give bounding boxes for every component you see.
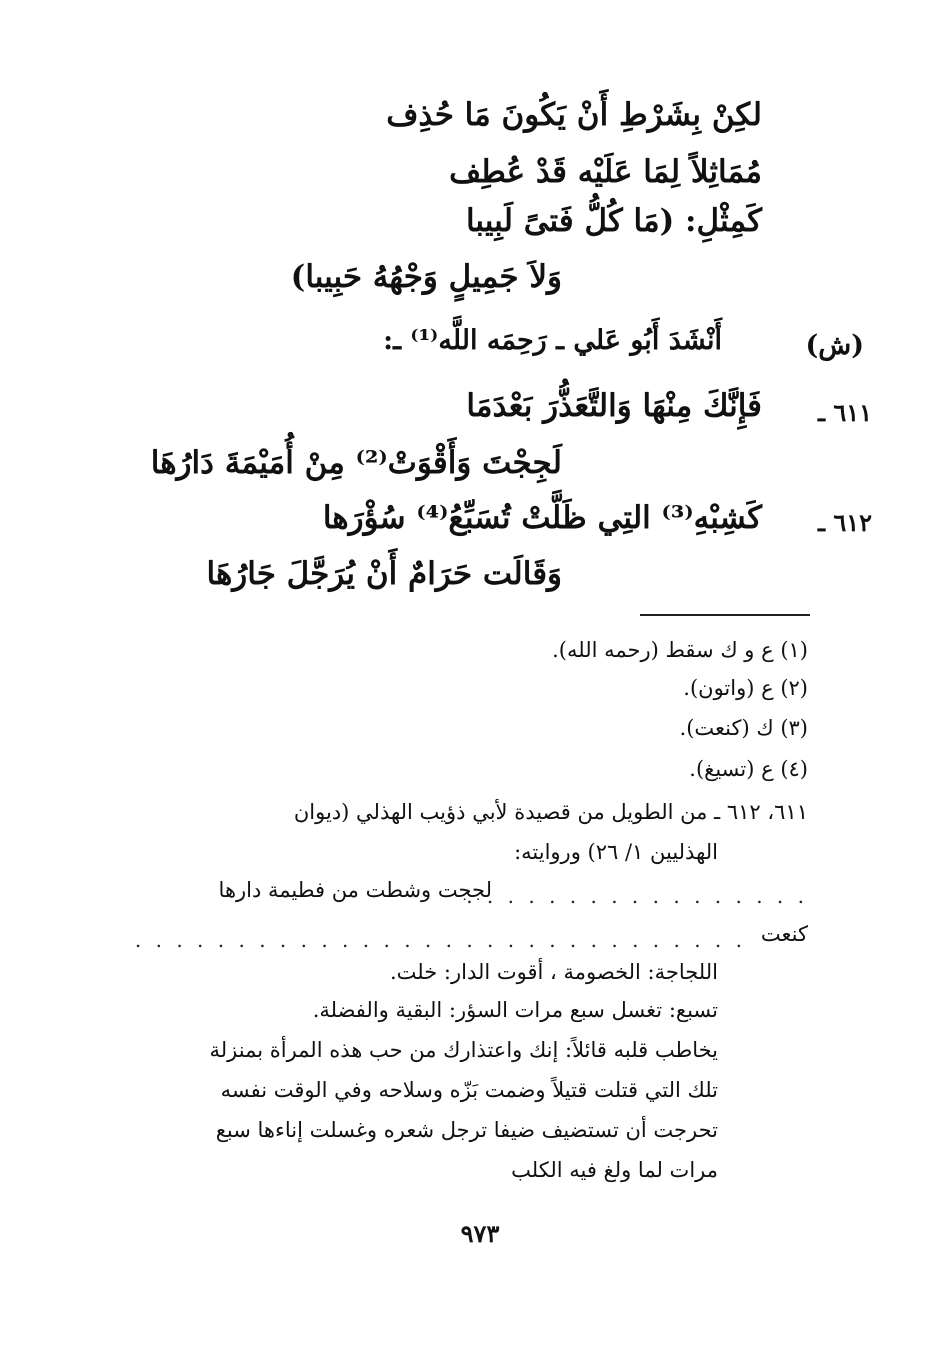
ellipsis-dots-1: . . . . . . . . . . . . . . . . . bbox=[466, 884, 808, 908]
poem-number-612: ٦١٢ ـ bbox=[817, 508, 872, 537]
poem-611-hemistich-2: لَجِجْتَ وَأَقْوَتْ⁽²⁾ مِنْ أُمَيْمَةَ دَارُهَا bbox=[150, 445, 562, 481]
footnote-2: (٢) ع (واتون). bbox=[683, 676, 808, 700]
explanation-line-1: يخاطب قلبه قائلاً: إنك واعتذارك من حب هذه المرأة بمنزلة bbox=[209, 1038, 718, 1062]
poem-611-hemistich-1: فَإِنَّكَ مِنْهَا وَالتَّعَذُّرَ بَعْدَمَا bbox=[466, 388, 762, 424]
riwaya-line-2: كنعت bbox=[760, 922, 808, 946]
verse-line-4: وَلاَ جَمِيلٍ وَجْهُهُ حَبِيبا) bbox=[290, 259, 562, 295]
sharh-marker: (ش) bbox=[805, 330, 864, 361]
sharh-intro: أَنْشَدَ أَبُو عَلي ـ رَحِمَه اللَّه⁽¹⁾ ـ: bbox=[383, 325, 722, 356]
poem-612-hemistich-2: وَقَالَت حَرَامٌ أَنْ يُرَجَّلَ جَارُهَا bbox=[206, 556, 562, 592]
commentary-source-line-1: ٦١١، ٦١٢ ـ من الطويل من قصيدة لأبي ذؤيب الهذلي (ديوان bbox=[293, 800, 808, 824]
verse-line-1: لكِنْ بِشَرْطِ أَنْ يَكُونَ مَا حُذِف bbox=[386, 97, 762, 133]
commentary-source-line-2: الهذليين ١/ ٢٦) وروايته: bbox=[514, 840, 718, 864]
riwaya-line-1: لججت وشطت من فطيمة دارها bbox=[218, 878, 492, 902]
explanation-line-2: تلك التي قتلت قتيلاً وضمت بَزّه وسلاحه وفي الوقت نفسه bbox=[220, 1078, 718, 1102]
footnote-4: (٤) ع (تسيغ). bbox=[689, 757, 808, 781]
poem-number-611: ٦١١ ـ bbox=[817, 398, 872, 427]
poem-612-hemistich-1: كَشِبْهِ⁽³⁾ التِي ظَلَّتْ تُسَبِّعُ⁽⁴⁾ سُؤْرَها bbox=[322, 500, 762, 536]
gloss-line-1: اللجاجة: الخصومة ، أقوت الدار: خلت. bbox=[390, 960, 718, 984]
page-number: ٩٧٣ bbox=[460, 1219, 500, 1248]
gloss-line-2: تسبع: تغسل سبع مرات السؤر: البقية والفضلة. bbox=[312, 998, 718, 1022]
footnote-1: (١) ع و ك سقط (رحمه الله). bbox=[552, 638, 808, 662]
explanation-line-3: تحرجت أن تستضيف ضيفا ترجل شعره وغسلت إناءها سبع bbox=[215, 1118, 718, 1142]
footnote-3: (٣) ك (كنعت). bbox=[679, 716, 808, 740]
verse-line-3: كَمِثْلِ: (مَا كُلُّ فَتىً لَبِيبا bbox=[465, 203, 762, 239]
verse-line-2: مُمَاثِلاً لِمَا عَلَيْه قَدْ عُطِف bbox=[449, 154, 762, 190]
footnote-separator bbox=[640, 614, 810, 616]
explanation-line-4: مرات لما ولغ فيه الكلب bbox=[511, 1158, 718, 1182]
ellipsis-dots-2: . . . . . . . . . . . . . . . . . . . . . . . . . . . . . . bbox=[134, 928, 746, 952]
